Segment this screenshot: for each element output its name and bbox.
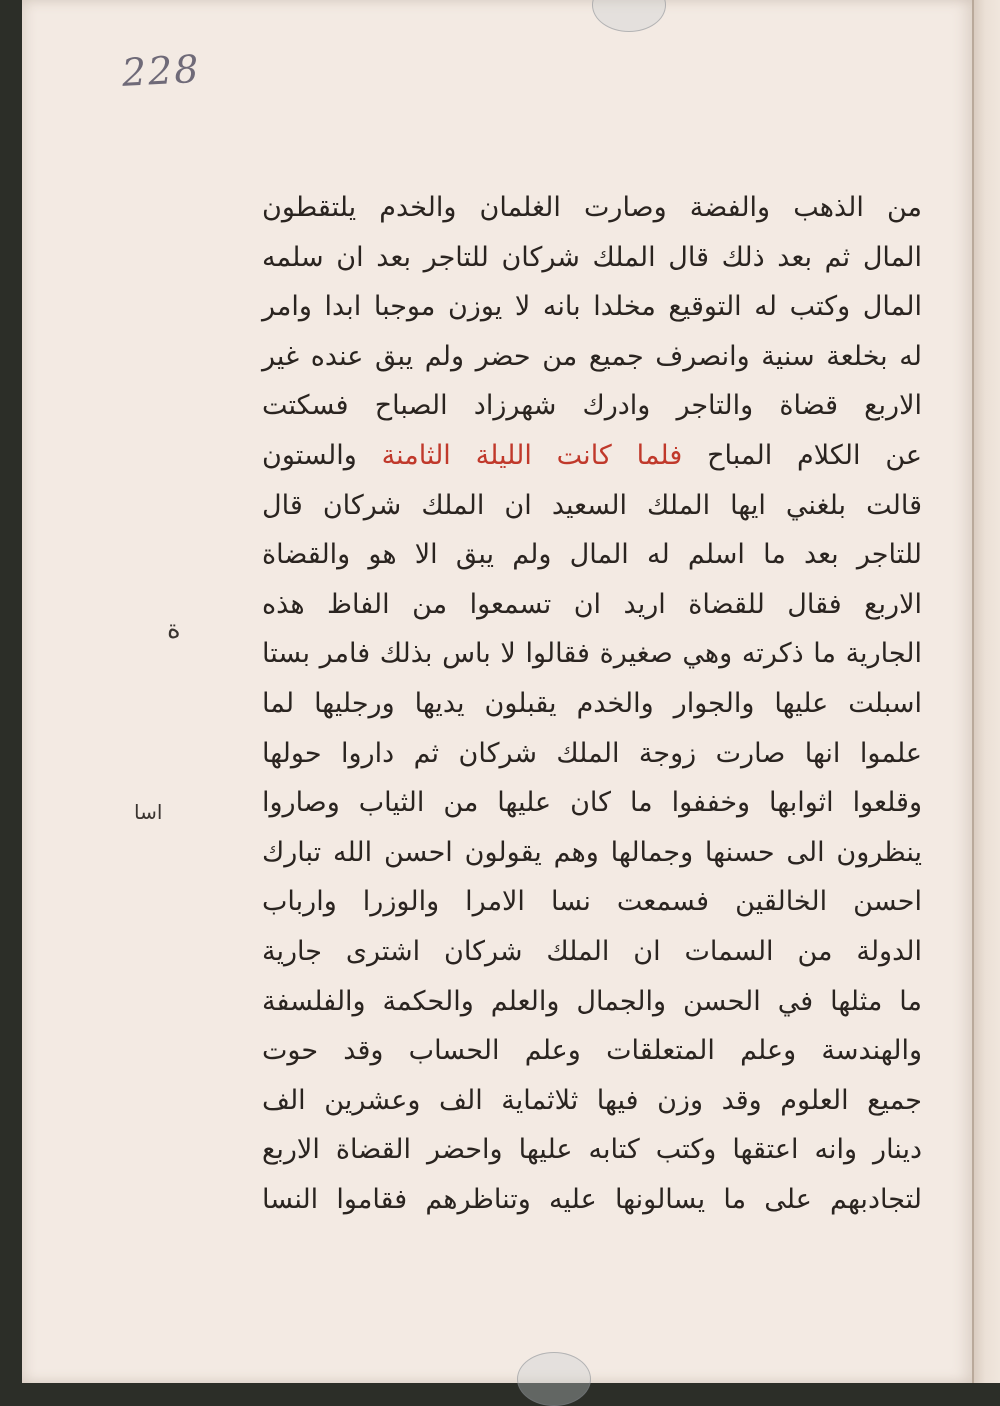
text-line	[262, 580, 922, 630]
text-line	[262, 332, 922, 382]
margin-note: اسا	[134, 800, 163, 824]
line-text: من الذهب والفضة وصارت الغلمان والخدم يلتقطون	[262, 192, 922, 223]
line-text: المال ثم بعد ذلك قال الملك شركان للتاجر بعد ان سلمه	[262, 241, 922, 273]
line-text: والستون	[262, 439, 382, 471]
text-line	[262, 977, 922, 1027]
line-text: احسن الخالقين فسمعت نسا الامرا والوزرا وارباب	[262, 886, 922, 918]
page-clip-top	[592, 0, 666, 32]
line-text: ما مثلها في الحسن والجمال والعلم والحكمة والفلسفة	[262, 985, 922, 1017]
text-line	[262, 1026, 922, 1076]
manuscript-page	[22, 0, 974, 1383]
line-text: المال وكتب له التوقيع مخلدا بانه لا يوزن موجبا ابدا وامر	[262, 291, 922, 323]
text-line	[262, 828, 922, 878]
manuscript-text-block	[262, 183, 922, 1224]
line-text: له بخلعة سنية وانصرف جميع من حضر ولم يبق عنده غير	[262, 340, 922, 372]
page-clip-bottom	[517, 1352, 591, 1406]
text-line	[262, 431, 922, 481]
text-line	[262, 381, 922, 431]
text-line	[262, 1125, 922, 1175]
text-line	[262, 927, 922, 977]
line-text: اسبلت عليها والجوار والخدم يقبلون يديها ورجليها لما	[262, 687, 922, 719]
line-text: علموا انها صارت زوجة الملك شركان ثم داروا حولها	[262, 737, 922, 769]
line-text: دينار وانه اعتقها وكتب كتابه عليها واحضر القضاة الاربع	[262, 1134, 922, 1166]
text-line	[262, 1175, 922, 1225]
text-line	[262, 679, 922, 729]
line-text: الاربع فقال للقضاة اريد ان تسمعوا من الفاظ هذه	[262, 588, 922, 620]
margin-note: ة	[167, 615, 181, 645]
folio-number: 228	[120, 46, 202, 95]
text-line	[262, 877, 922, 927]
text-line	[262, 729, 922, 779]
text-line	[262, 481, 922, 531]
text-line	[262, 1076, 922, 1126]
line-text: ينظرون الى حسنها وجمالها وهم يقولون احسن الله تبارك	[262, 836, 922, 868]
line-text: لتجادبهم على ما يسالونها عليه وتناظرهم فقاموا النسا	[262, 1183, 922, 1215]
line-text: الدولة من السمات ان الملك شركان اشترى جارية	[262, 935, 922, 967]
text-line	[262, 778, 922, 828]
text-line	[262, 282, 922, 332]
line-text: قالت بلغني ايها الملك السعيد ان الملك شركان قال	[262, 489, 922, 521]
line-text: الاربع قضاة والتاجر وادرك شهرزاد الصباح فسكتت	[262, 390, 922, 422]
text-line	[262, 629, 922, 679]
text-line	[262, 183, 922, 233]
line-text: عن الكلام المباح	[682, 439, 923, 471]
text-line	[262, 530, 922, 580]
line-text: الجارية ما ذكرته وهي صغيرة فقالوا لا باس بذلك فامر بستا	[262, 638, 922, 670]
line-text: والهندسة وعلم المتعلقات وعلم الحساب وقد حوت	[262, 1035, 922, 1067]
line-text: جميع العلوم وقد وزن فيها ثلاثماية الف وعشرين الف	[262, 1084, 922, 1116]
rubric-heading: فلما كانت الليلة الثامنة	[381, 439, 683, 471]
text-line	[262, 233, 922, 283]
line-text: للتاجر بعد ما اسلم له المال ولم يبق الا هو والقضاة	[262, 539, 922, 571]
line-text: وقلعوا اثوابها وخففوا ما كان عليها من الثياب وصاروا	[262, 787, 922, 819]
adjacent-page-edge	[972, 0, 1000, 1383]
